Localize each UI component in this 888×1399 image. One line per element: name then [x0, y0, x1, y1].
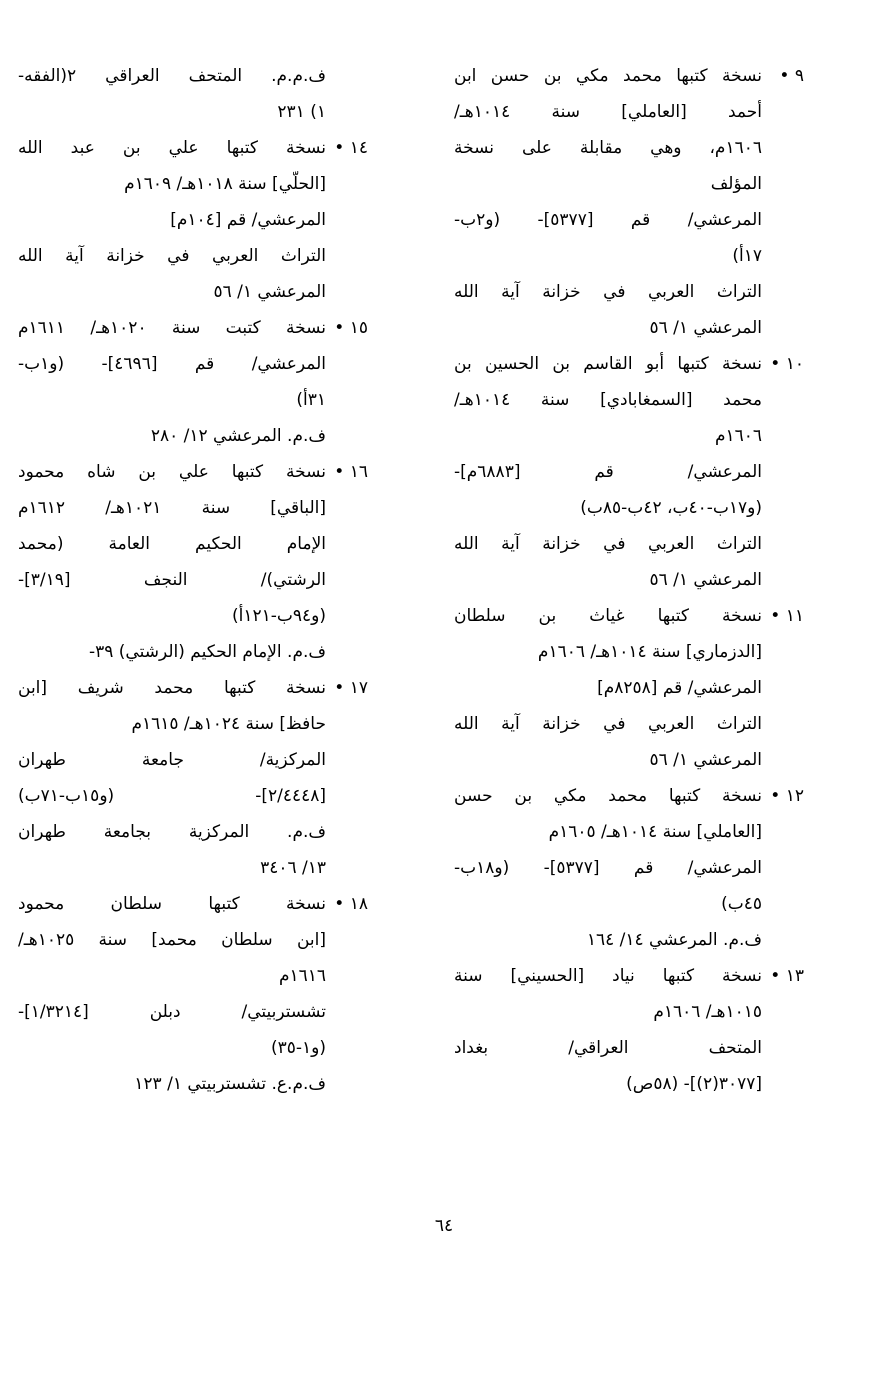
entry-line: نسخة كتبت سنة ١٠٢٠هـ/ ١٦١١م — [18, 318, 326, 338]
entry-line: ٣١أ) — [296, 390, 326, 410]
entry-line: ١٣/ ٣٤٠٦ — [260, 858, 326, 878]
entry-line: المؤلف — [710, 174, 762, 194]
entry-line: المتحف العراقي/ بغداد — [454, 1038, 762, 1058]
entry-line: تشستربيتي/ دبلن [١/٣٢١٤]- — [18, 1002, 326, 1022]
entry-line: المرعشي ١/ ٥٦ — [649, 318, 762, 338]
entry-line: ف.م.ع. تشستربيتي ١/ ١٢٣ — [134, 1074, 326, 1094]
entry-line: الرشتي)/ النجف [٣/١٩]- — [18, 570, 326, 590]
entry-line: نسخة كتبها محمد مكي بن حسن — [454, 786, 762, 806]
entry-line: أحمد [العاملي] سنة ١٠١٤هـ/ — [454, 102, 762, 122]
entry-line: ف.م. المرعشي ١٢/ ٢٨٠ — [150, 426, 326, 446]
entry-number — [326, 58, 368, 94]
entry-line: المرعشي/ قم [١٠٤م] — [170, 210, 326, 230]
entry-number: ٩ • — [779, 66, 804, 86]
manuscript-entry — [454, 58, 804, 346]
left-column — [18, 58, 368, 1102]
entry-line: ١٦٠٦م، وهي مقابلة على نسخة — [454, 138, 762, 158]
entry-line: نسخة كتبها نياد [الحسيني] سنة — [454, 966, 762, 986]
entry-line: المرعشي/ قم [٨٢٥٨م] — [597, 678, 762, 698]
entry-line: ١٠١٥هـ/ ١٦٠٦م — [653, 1002, 762, 1022]
entry-line: [الحلّي] سنة ١٠١٨هـ/ ١٦٠٩م — [124, 174, 326, 194]
entry-line: ١٧أ) — [732, 246, 762, 266]
entry-line: ف.م. الإمام الحكيم (الرشتي) ٣٩- — [88, 642, 326, 662]
entry-line: المركزية/ جامعة طهران — [18, 750, 326, 770]
entry-line: التراث العربي في خزانة آية الله — [454, 534, 762, 554]
manuscript-entry — [18, 58, 368, 130]
entry-line: [الباقي] سنة ١٠٢١هـ/ ١٦١٢م — [18, 498, 326, 518]
entry-line: (و١٧ب-٤٠ب، ٤٢ب-٨٥ب) — [580, 498, 762, 518]
manuscript-entry — [18, 670, 368, 886]
manuscript-entry — [18, 310, 368, 454]
entry-line: الإمام الحكيم العامة (محمد — [18, 534, 326, 554]
entry-number: ١٧ • — [334, 678, 368, 698]
manuscript-entry — [18, 886, 368, 1102]
entry-line: ١٦١٦م — [278, 966, 326, 986]
page-number: ٦٤ — [434, 1216, 454, 1236]
entry-number: ١٢ • — [770, 786, 804, 806]
entry-number: ١٨ • — [334, 894, 368, 914]
entry-line: ٤٥ب) — [721, 894, 762, 914]
entry-line: حافظ] سنة ١٠٢٤هـ/ ١٦١٥م — [131, 714, 326, 734]
entry-line: المرعشي/ قم [٥٣٧٧]- (و١٨ب- — [454, 858, 762, 878]
entry-line: المرعشي/ قم [٦٨٨٣م]- — [454, 462, 762, 482]
entry-line: المرعشي ١/ ٥٦ — [649, 750, 762, 770]
entry-line: المرعشي/ قم [٥٣٧٧]- (و٢ب- — [454, 210, 762, 230]
entry-line: ف.م. المرعشي ١٤/ ١٦٤ — [586, 930, 762, 950]
entry-number: ١٦ • — [334, 462, 368, 482]
manuscript-entry — [454, 346, 804, 598]
entry-line: المرعشي/ قم [٤٦٩٦]- (و١ب- — [18, 354, 326, 374]
entry-line: نسخة كتبها غياث بن سلطان — [454, 606, 762, 626]
manuscript-entry — [18, 454, 368, 670]
entry-line: ف.م. المركزية بجامعة طهران — [18, 822, 326, 842]
manuscript-entry — [454, 778, 804, 958]
entry-number: ١١ • — [770, 606, 804, 626]
entry-line: نسخة كتبها محمد شريف [ابن — [18, 678, 326, 698]
entry-line: (و١-٣٥) — [270, 1038, 326, 1058]
entry-line: نسخة كتبها سلطان محمود — [18, 894, 326, 914]
entry-number: ١٤ • — [334, 138, 368, 158]
entry-line: المرعشي ١/ ٥٦ — [213, 282, 326, 302]
entry-line: ١٦٠٦م — [714, 426, 762, 446]
entry-line: (و٩٤ب-١٢١أ) — [231, 606, 326, 626]
entry-line: [العاملي] سنة ١٠١٤هـ/ ١٦٠٥م — [548, 822, 762, 842]
entry-line: التراث العربي في خزانة آية الله — [454, 282, 762, 302]
entry-line: التراث العربي في خزانة آية الله — [18, 246, 326, 266]
entry-line: [ابن سلطان محمد] سنة ١٠٢٥هـ/ — [18, 930, 326, 950]
entry-line: ١) ٢٣١ — [277, 102, 326, 122]
entry-line: محمد [السمغابادي] سنة ١٠١٤هـ/ — [454, 390, 762, 410]
entry-line: المرعشي ١/ ٥٦ — [649, 570, 762, 590]
entry-number: ١٣ • — [770, 966, 804, 986]
entry-number: ١٥ • — [334, 318, 368, 338]
entry-line: ف.م.م. المتحف العراقي ٢(الفقه- — [18, 66, 326, 86]
entry-line: التراث العربي في خزانة آية الله — [454, 714, 762, 734]
entry-line: [٣٠٧٧(٢)]- (٥٨ص) — [626, 1074, 762, 1094]
manuscript-entry — [454, 598, 804, 778]
entry-line: نسخة كتبها علي بن شاه محمود — [18, 462, 326, 482]
right-column — [454, 58, 804, 1102]
entry-line: [٢/٤٤٤٨]- (و١٥ب-٧١ب) — [18, 786, 326, 806]
entry-line: نسخة كتبها علي بن عبد الله — [18, 138, 326, 158]
entry-number: ١٠ • — [770, 354, 804, 374]
entry-line: نسخة كتبها محمد مكي بن حسن ابن — [454, 66, 762, 86]
entry-line: نسخة كتبها أبو القاسم بن الحسين بن — [454, 354, 762, 374]
entry-line: [الدزماري] سنة ١٠١٤هـ/ ١٦٠٦م — [537, 642, 762, 662]
manuscript-entry — [454, 958, 804, 1102]
manuscript-entry — [18, 130, 368, 310]
